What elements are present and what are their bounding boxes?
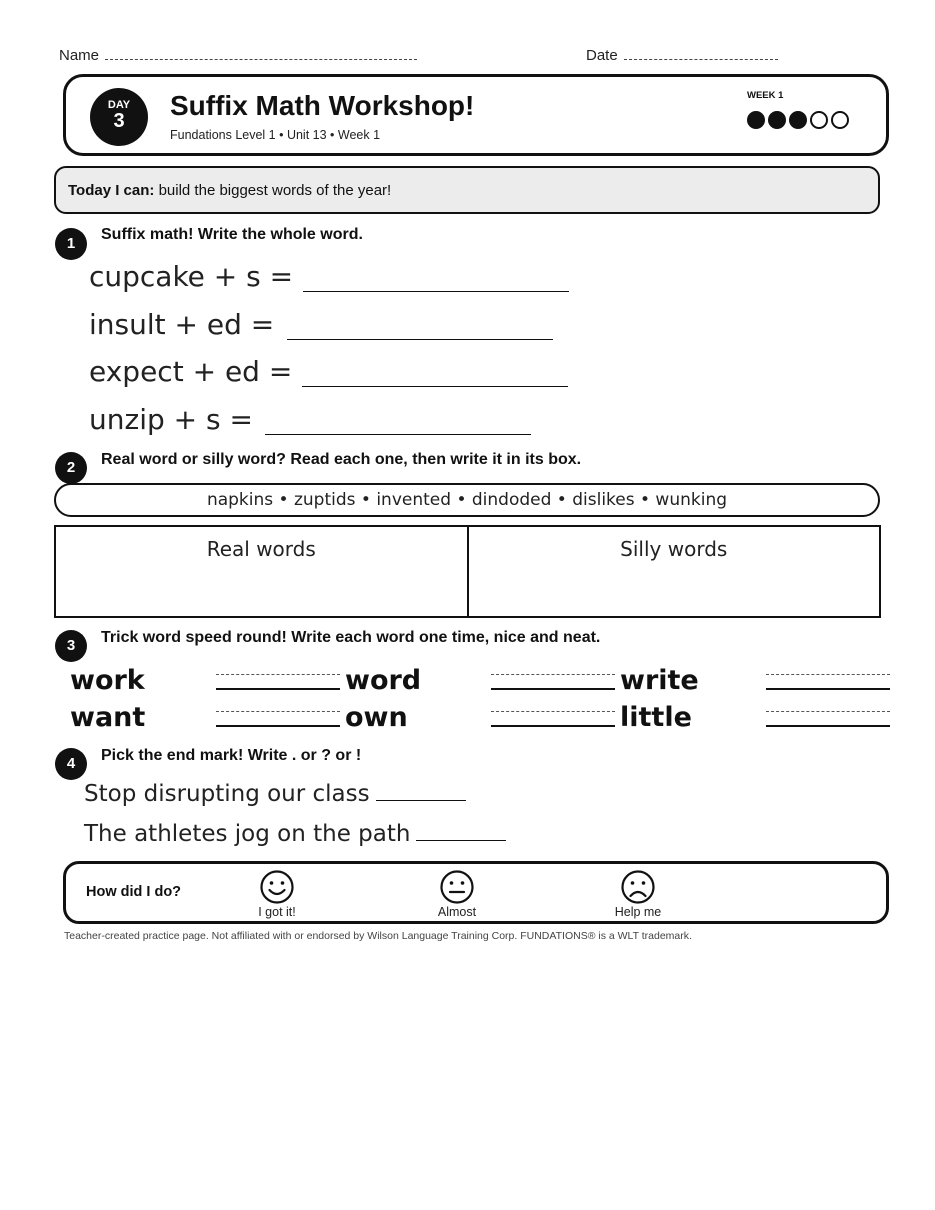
section-4-number: 4 [55,748,87,780]
word-bank: napkins • zuptids • invented • dindoded • dislikes • wunking [54,483,880,517]
trick-word-little: little [620,702,692,733]
answer-line-2[interactable] [287,338,553,340]
self-check-option-got-it[interactable]: I got it! [258,905,296,919]
real-words-heading: Real words [206,537,316,561]
day-label: DAY [107,99,131,111]
section-2-title: Real word or silly word? Read each one, then write it in its box. [101,451,582,468]
name-label: Name [59,47,100,64]
date-label: Date [586,47,618,64]
week-progress-dots [747,111,849,129]
trick-word-word: word [345,665,422,696]
end-mark-blank-1[interactable] [376,781,466,801]
objective-lead: Today I can: [68,182,155,199]
smiley-face-icon[interactable] [259,869,295,905]
page-subtitle: Fundations Level 1 • Unit 13 • Week 1 [170,128,381,142]
section-2-number: 2 [55,452,87,484]
trace-line[interactable] [216,674,340,690]
progress-dot [789,111,807,129]
trick-word-want: want [70,702,146,733]
progress-dot [831,111,849,129]
frowning-face-icon[interactable] [620,869,656,905]
answer-line-4[interactable] [265,433,531,435]
trace-line[interactable] [216,711,340,727]
neutral-face-icon[interactable] [439,869,475,905]
section-1-title: Suffix math! Write the whole word. [101,226,363,243]
day-number: 3 [113,110,125,132]
section-3-title: Trick word speed round! Write each word one time, nice and neat. [101,629,601,646]
trace-line[interactable] [491,711,615,727]
progress-dot [747,111,765,129]
progress-dot [810,111,828,129]
name-field[interactable] [59,46,417,64]
date-line[interactable] [624,46,778,60]
objective-text: build the biggest words of the year! [154,182,392,199]
real-words-column[interactable] [56,527,467,616]
footer-disclaimer: Teacher-created practice page. Not affiliated with or endorsed by Wilson Language Training Corp. FUNDATIONS® is a WLT trademark. [64,930,692,942]
self-check-option-almost[interactable]: Almost [437,905,477,919]
trace-line[interactable] [766,711,890,727]
answer-line-1[interactable] [303,290,569,292]
sort-table [54,525,881,618]
progress-dot [768,111,786,129]
section-3-number: 3 [55,630,87,662]
sentence-1 [84,781,466,807]
equation-2: insult + ed = [89,308,275,341]
self-check-option-help-me[interactable]: Help me [614,905,662,919]
trick-word-write: write [620,665,699,696]
answer-line-3[interactable] [302,385,568,387]
section-1-number: 1 [55,228,87,260]
trace-line[interactable] [766,674,890,690]
self-check-label: How did I do? [86,884,182,900]
equation-3: expect + ed = [89,355,293,388]
trick-word-own: own [345,702,408,733]
sentence-2-text: The athletes jog on the path [84,821,411,847]
equation-1: cupcake + s = [89,260,294,293]
silly-words-heading: Silly words [620,537,728,561]
sentence-2 [84,821,506,847]
page-title: Suffix Math Workshop! [170,90,475,121]
equation-4: unzip + s = [89,403,253,436]
end-mark-blank-2[interactable] [416,821,506,841]
sentence-1-text: Stop disrupting our class [84,781,370,807]
week-label: WEEK 1 [747,90,784,101]
trick-word-work: work [70,665,145,696]
date-field[interactable] [586,46,778,64]
day-badge [90,88,148,146]
section-4-title: Pick the end mark! Write . or ? or ! [101,747,362,764]
trace-line[interactable] [491,674,615,690]
objective-bar [54,166,880,214]
silly-words-column[interactable] [467,527,880,616]
name-line[interactable] [105,46,417,60]
